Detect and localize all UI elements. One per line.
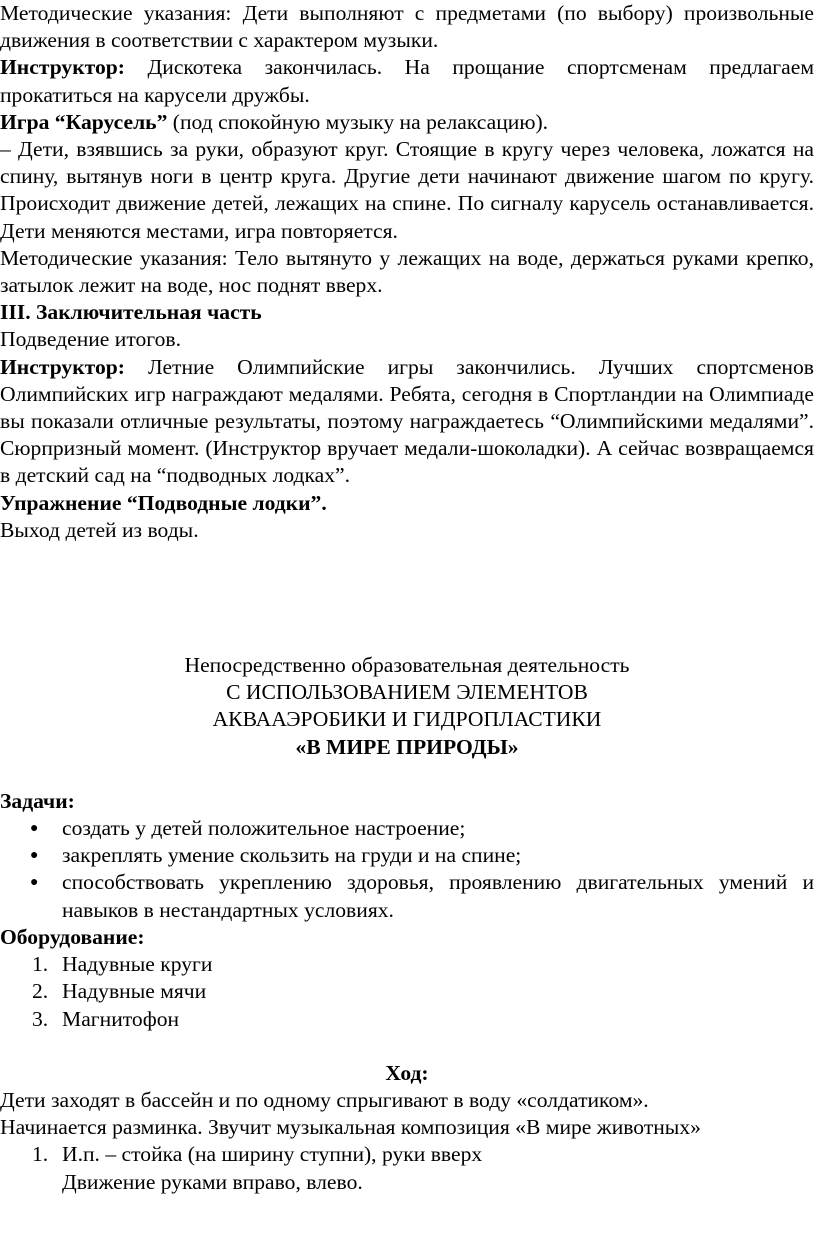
instructor-remark-1 [0,54,814,108]
bullet-icon: ● [30,848,39,864]
list-item [0,1006,814,1033]
methodical-note-1: Методические указания: Дети выполняют с предметами (по выбору) произвольные движения в соответствии с характером музыки. [0,1,814,53]
methodical-note-2: Методические указания: Тело вытянуто у лежащих на воде, держаться руками крепко, затылок лежит на воде, нос поднят вверх. [0,245,814,298]
game-note: (под спокойную музыку на релаксацию). [167,109,549,134]
equipment-list [0,951,814,1033]
list-number: 3. [32,1006,49,1031]
instructor-text-2: Летние Олимпийские игры закончились. Лучших спортсменов Олимпийских игр награждают медалями. Ребята, сегодня в Спортландии на Олимпиаде вы показали отличные результаты, поэтому награждаетесь “Олимпийскими медалями”. Сюрпризный момент. (Инструктор вручает медали-шоколадки). А сейчас возвращаемся в детский сад на “подводных лодках”. [0,354,814,488]
list-item-text-cont: Движение руками вправо, влево. [62,1169,363,1194]
list-item-text: Надувные круги [62,952,213,977]
instructor-label-2: Инструктор: [0,354,125,379]
lesson-title-main: «В МИРЕ ПРИРОДЫ» [295,734,519,759]
list-item-text: Надувные мячи [62,979,207,1004]
section-3-heading [0,299,814,326]
list-number: 1. [32,952,49,977]
lesson-title-block [0,652,814,761]
spacer [0,1033,814,1060]
spacer [0,544,814,652]
procedure-heading [0,1060,814,1087]
tasks-label: Задачи: [0,788,75,813]
list-item-text: И.п. – стойка (на ширину ступни), руки вверх [62,1142,483,1167]
list-item-text: способствовать укреплению здоровья, проявлению двигательных умений и навыков в нестандартных условиях. [62,870,814,922]
lesson-title-line-1: Непосредственно образовательная деятельность [184,653,630,678]
list-item [0,1141,814,1195]
procedure-label: Ход: [385,1060,429,1085]
procedure-text-1: Дети заходят в бассейн и по одному спрыгивают в воду «солдатиком». [0,1087,649,1112]
exercise-heading [0,490,814,517]
instructor-text: Дискотека закончилась. На прощание спортсменам предлагаем прокатиться на карусели дружбы. [0,55,814,107]
instructor-label: Инструктор: [0,55,125,80]
list-item-text: создать у детей положительное настроение; [62,816,466,841]
instructor-remark-2 [0,354,814,490]
tasks-heading [0,788,814,815]
game-label: Игра “Карусель” [0,109,168,134]
procedure-list [0,1141,814,1195]
list-item [0,869,814,923]
list-number: 1. [32,1142,49,1167]
section-3-title: III. Заключительная часть [0,300,262,325]
exit-line: Выход детей из воды. [0,517,199,542]
tasks-list [0,815,814,924]
bullet-icon: ● [30,875,39,891]
game-description: – Дети, взявшись за руки, образуют круг. Стоящие в кругу через человека, ложатся на спину, вытянув ноги в центр круга. Другие дети начинают движение шагом по кругу. Происходит движение детей, лежащих на спине. По сигналу карусель останавливается. Дети меняются местами, игра повторяется. [0,137,814,243]
procedure-text-2: Начинается разминка. Звучит музыкальная композиция «В мире животных» [0,1115,701,1140]
list-item-text: закреплять умение скользить на груди и на спине; [62,843,522,868]
list-item [0,978,814,1005]
equipment-heading [0,924,814,951]
list-item [0,842,814,869]
bullet-icon: ● [30,821,39,837]
lesson-title-line-4 [0,734,814,761]
lesson-title-line-2: С ИСПОЛЬЗОВАНИЕМ ЭЛЕМЕНТОВ [226,680,588,705]
list-item [0,951,814,978]
game-carousel-heading [0,109,814,136]
list-item-text: Магнитофон [62,1006,180,1031]
list-item [0,815,814,842]
lesson-title-line-3: АКВААЭРОБИКИ И ГИДРОПЛАСТИКИ [212,707,602,732]
spacer [0,761,814,788]
summary-line: Подведение итогов. [0,327,182,352]
exercise-title: Упражнение “Подводные лодки”. [0,490,327,515]
equipment-label: Оборудование: [0,924,145,949]
list-number: 2. [32,979,49,1004]
